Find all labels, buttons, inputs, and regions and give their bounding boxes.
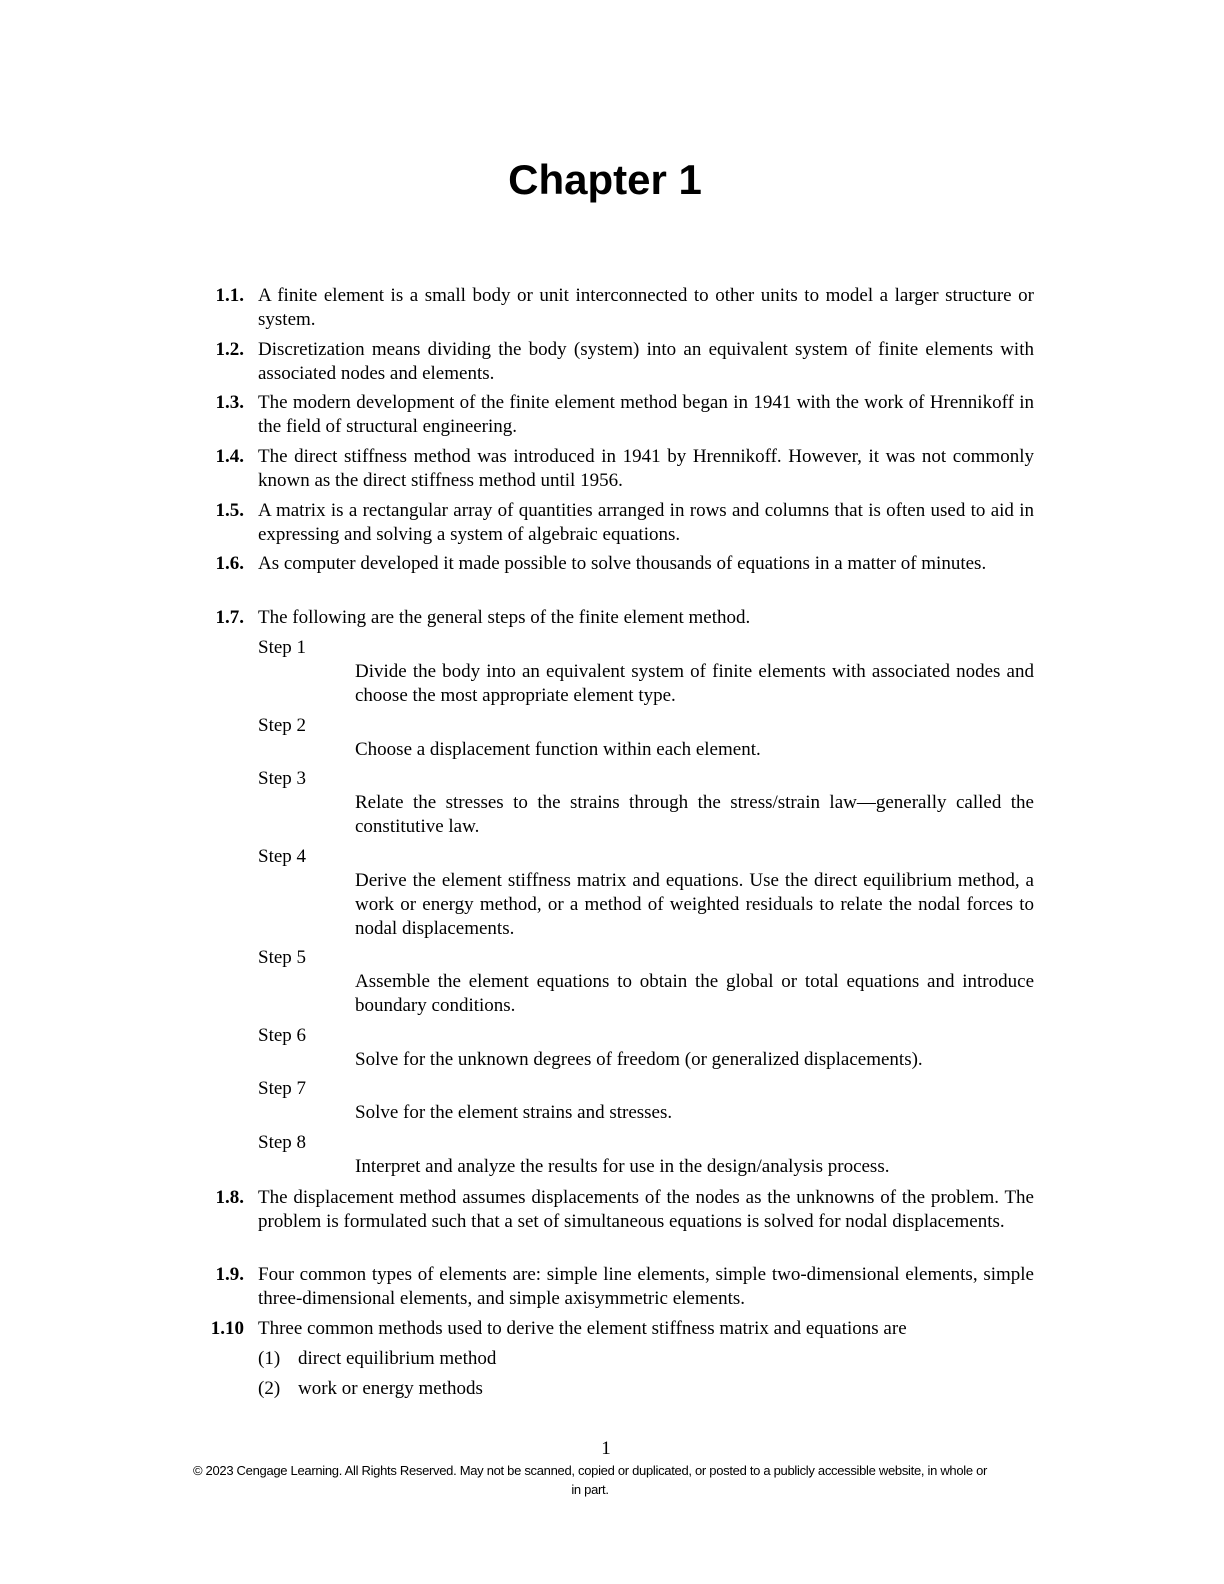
- step-3: [258, 767, 1034, 839]
- step-text: Choose a displacement function within each element.: [355, 739, 761, 760]
- item-number: 1.8.: [215, 1187, 244, 1208]
- step-label: Step 5: [258, 947, 307, 968]
- step-label: Step 3: [258, 768, 307, 789]
- item-number: 1.10: [210, 1318, 244, 1339]
- step-6: [258, 1024, 1034, 1072]
- answer-item-1-3: [198, 391, 1034, 439]
- answer-item-1-8: [198, 1186, 1034, 1234]
- copyright-notice: © 2023 Cengage Learning. All Rights Reserved. May not be scanned, copied or duplicated, or posted to a publicly accessible website, in whole or in part.: [192, 1463, 988, 1497]
- item-text: A matrix is a rectangular array of quantities arranged in rows and columns that is often used to aid in expressing and solving a system of algebraic equations.: [258, 500, 1034, 545]
- step-8: [258, 1131, 1034, 1179]
- answer-item-1-7: [198, 606, 1034, 630]
- step-label: Step 6: [258, 1025, 307, 1046]
- item-number: 1.9.: [215, 1264, 244, 1285]
- step-text: Interpret and analyze the results for use in the design/analysis process.: [355, 1156, 890, 1177]
- item-text: Discretization means dividing the body (system) into an equivalent system of finite elements with associated nodes and elements.: [258, 339, 1034, 384]
- item-text: The following are the general steps of the finite element method.: [258, 607, 751, 628]
- answer-item-1-10: [198, 1317, 1034, 1341]
- step-text: Relate the stresses to the strains through the stress/strain law—generally called the constitutive law.: [355, 792, 1034, 837]
- item-text: The modern development of the finite element method began in 1941 with the work of Hrennikoff in the field of structural engineering.: [258, 392, 1034, 437]
- item-text: Three common methods used to derive the element stiffness matrix and equations are: [258, 1318, 907, 1339]
- chapter-title: Chapter 1: [508, 156, 702, 203]
- answer-item-1-1: [198, 284, 1034, 332]
- answer-item-1-4: [198, 445, 1034, 493]
- item-number: 1.3.: [215, 392, 244, 413]
- step-label: Step 7: [258, 1078, 307, 1099]
- step-label: Step 8: [258, 1132, 307, 1153]
- method-item-1: [258, 1347, 1034, 1371]
- answer-item-1-9: [198, 1263, 1034, 1311]
- step-5: [258, 946, 1034, 1018]
- method-number: (2): [258, 1378, 281, 1399]
- item-text: As computer developed it made possible to solve thousands of equations in a matter of minutes.: [258, 553, 987, 574]
- step-text: Derive the element stiffness matrix and equations. Use the direct equilibrium method, a work or energy method, or a method of weighted residuals to relate the nodal forces to nodal displacements.: [355, 870, 1034, 939]
- step-text: Solve for the unknown degrees of freedom (or generalized displacements).: [355, 1049, 923, 1070]
- page-number: 1: [601, 1438, 611, 1459]
- item-number: 1.6.: [215, 553, 244, 574]
- answer-item-1-2: [198, 338, 1034, 386]
- item-number: 1.5.: [215, 500, 244, 521]
- step-label: Step 4: [258, 846, 307, 867]
- step-text: Divide the body into an equivalent system of finite elements with associated nodes and choose the most appropriate element type.: [355, 661, 1034, 706]
- step-text: Solve for the element strains and stresses.: [355, 1102, 673, 1123]
- item-text: The direct stiffness method was introduced in 1941 by Hrennikoff. However, it was not commonly known as the direct stiffness method until 1956.: [258, 446, 1034, 491]
- item-number: 1.2.: [215, 339, 244, 360]
- step-2: [258, 714, 1034, 762]
- step-7: [258, 1077, 1034, 1125]
- item-text: The displacement method assumes displacements of the nodes as the unknowns of the problem. The problem is formulated such that a set of simultaneous equations is solved for nodal displacements.: [258, 1187, 1034, 1232]
- item-text: Four common types of elements are: simple line elements, simple two-dimensional elements, simple three-dimensional elements, and simple axisymmetric elements.: [258, 1264, 1034, 1309]
- step-label: Step 1: [258, 637, 307, 658]
- item-text: A finite element is a small body or unit interconnected to other units to model a larger structure or system.: [258, 285, 1034, 330]
- answer-item-1-6: [198, 552, 1034, 576]
- step-text: Assemble the element equations to obtain the global or total equations and introduce boundary conditions.: [355, 971, 1034, 1016]
- method-item-2: [258, 1377, 1034, 1401]
- method-number: (1): [258, 1348, 281, 1369]
- method-text: work or energy methods: [298, 1378, 483, 1399]
- item-number: 1.1.: [215, 285, 244, 306]
- answer-item-1-5: [198, 499, 1034, 547]
- item-number: 1.7.: [215, 607, 244, 628]
- step-label: Step 2: [258, 715, 307, 736]
- item-number: 1.4.: [215, 446, 244, 467]
- method-text: direct equilibrium method: [298, 1348, 497, 1369]
- step-4: [258, 845, 1034, 941]
- step-1: [258, 636, 1034, 708]
